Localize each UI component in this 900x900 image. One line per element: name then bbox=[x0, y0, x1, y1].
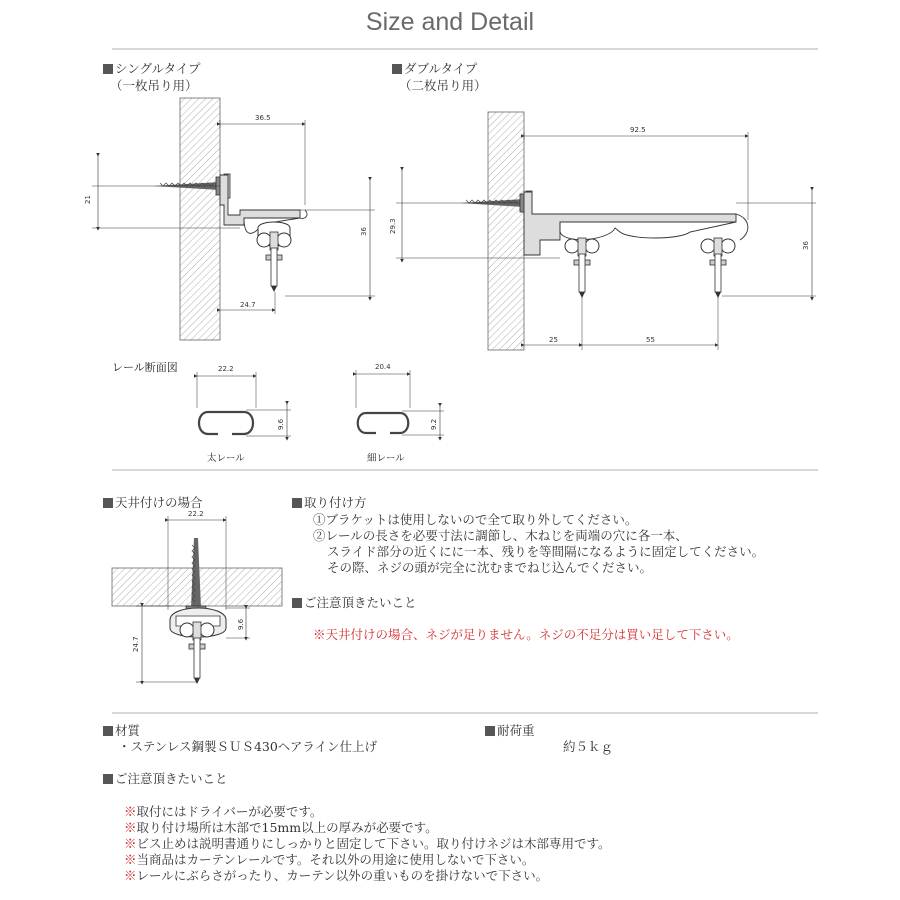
ceiling-screw-notice: ※天井付けの場合、ネジが足りません。ネジの不足分は買い足して下さい。 bbox=[313, 627, 739, 642]
square-bullet-icon bbox=[103, 774, 113, 784]
load-heading: 耐荷重 bbox=[485, 721, 535, 739]
notice-item: ※当商品はカーテンレールです。それ以外の用途に使用しないで下さい。 bbox=[124, 852, 535, 867]
runner-hook-icon bbox=[180, 622, 214, 684]
thin-rail-label: 細レール bbox=[367, 453, 405, 464]
notice-heading-1: ご注意頂きたいこと bbox=[292, 593, 417, 611]
square-bullet-icon bbox=[292, 498, 302, 508]
runner-hook-icon bbox=[257, 222, 291, 292]
material-text: ・ステンレス鋼製ＳＵＳ430ヘアライン仕上げ bbox=[118, 739, 378, 754]
dim-double-bottom-right: 55 bbox=[646, 336, 655, 344]
double-type-drawing bbox=[396, 112, 816, 350]
ceiling-mount-heading: 天井付けの場合 bbox=[103, 493, 203, 511]
square-bullet-icon bbox=[485, 726, 495, 736]
dim-single-bottom: 24.7 bbox=[240, 301, 256, 309]
dim-ceiling-width: 22.2 bbox=[188, 510, 204, 518]
notice-item: ※レールにぶらさがったり、カーテン以外の重いものを掛けないで下さい。 bbox=[124, 868, 549, 883]
single-type-subtitle: （一枚吊り用） bbox=[110, 78, 198, 93]
dim-thin-rail-width: 20.4 bbox=[375, 363, 391, 371]
notice-item: ※取付にはドライバーが必要です。 bbox=[124, 804, 323, 819]
dim-double-width: 92.5 bbox=[630, 126, 646, 134]
square-bullet-icon bbox=[292, 598, 302, 608]
dim-ceiling-height: 9.6 bbox=[237, 618, 245, 630]
dim-ceiling-side: 24.7 bbox=[132, 636, 140, 652]
install-line-1: ①ブラケットは使用しないので全て取り外してください。 bbox=[313, 512, 638, 527]
dim-single-width: 36.5 bbox=[255, 114, 271, 122]
notice-item: ※ビス止めは説明書通りにしっかりと固定して下さい。取り付けネジは木部専用です。 bbox=[124, 836, 611, 851]
dim-thick-rail-height: 9.6 bbox=[277, 418, 285, 430]
dim-double-bottom-left: 25 bbox=[549, 336, 558, 344]
dim-double-left-height: 29.3 bbox=[389, 218, 397, 234]
install-line-2: ②レールの長さを必要寸法に調節し、木ねじを両端の穴に各一本、 bbox=[313, 528, 688, 543]
install-line-4: その際、ネジの頭が完全に沈むまでねじ込んでください。 bbox=[327, 560, 653, 575]
square-bullet-icon bbox=[103, 726, 113, 736]
double-type-subtitle: （二枚吊り用） bbox=[399, 78, 487, 93]
thick-rail-label: 太レール bbox=[207, 453, 245, 464]
double-type-heading: ダブルタイプ bbox=[392, 59, 477, 77]
material-heading: 材質 bbox=[103, 721, 140, 739]
single-type-heading: シングルタイプ bbox=[103, 59, 200, 77]
load-value: 約５ｋｇ bbox=[563, 739, 614, 754]
dim-thick-rail-width: 22.2 bbox=[218, 365, 234, 373]
square-bullet-icon bbox=[103, 498, 113, 508]
notice-item: ※取り付け場所は木部で15mm以上の厚みが必要です。 bbox=[124, 820, 438, 835]
install-line-3: スライド部分の近くにに一本、残りを等間隔になるように固定してください。 bbox=[327, 544, 765, 559]
ceiling-mount-drawing bbox=[112, 516, 282, 684]
dim-double-right-height: 36 bbox=[802, 241, 810, 250]
dim-single-left-height: 21 bbox=[84, 195, 92, 204]
dim-single-right-height: 36 bbox=[360, 227, 368, 236]
page-title: Size and Detail bbox=[365, 8, 535, 36]
install-heading: 取り付け方 bbox=[292, 493, 367, 511]
runner-hook-icon bbox=[701, 238, 735, 298]
single-type-drawing bbox=[92, 98, 375, 340]
dim-thin-rail-height: 9.2 bbox=[430, 418, 438, 430]
runner-hook-icon bbox=[565, 238, 599, 298]
notice-heading-2: ご注意頂きたいこと bbox=[103, 769, 228, 787]
rail-section-heading: レール断面図 bbox=[112, 361, 178, 374]
